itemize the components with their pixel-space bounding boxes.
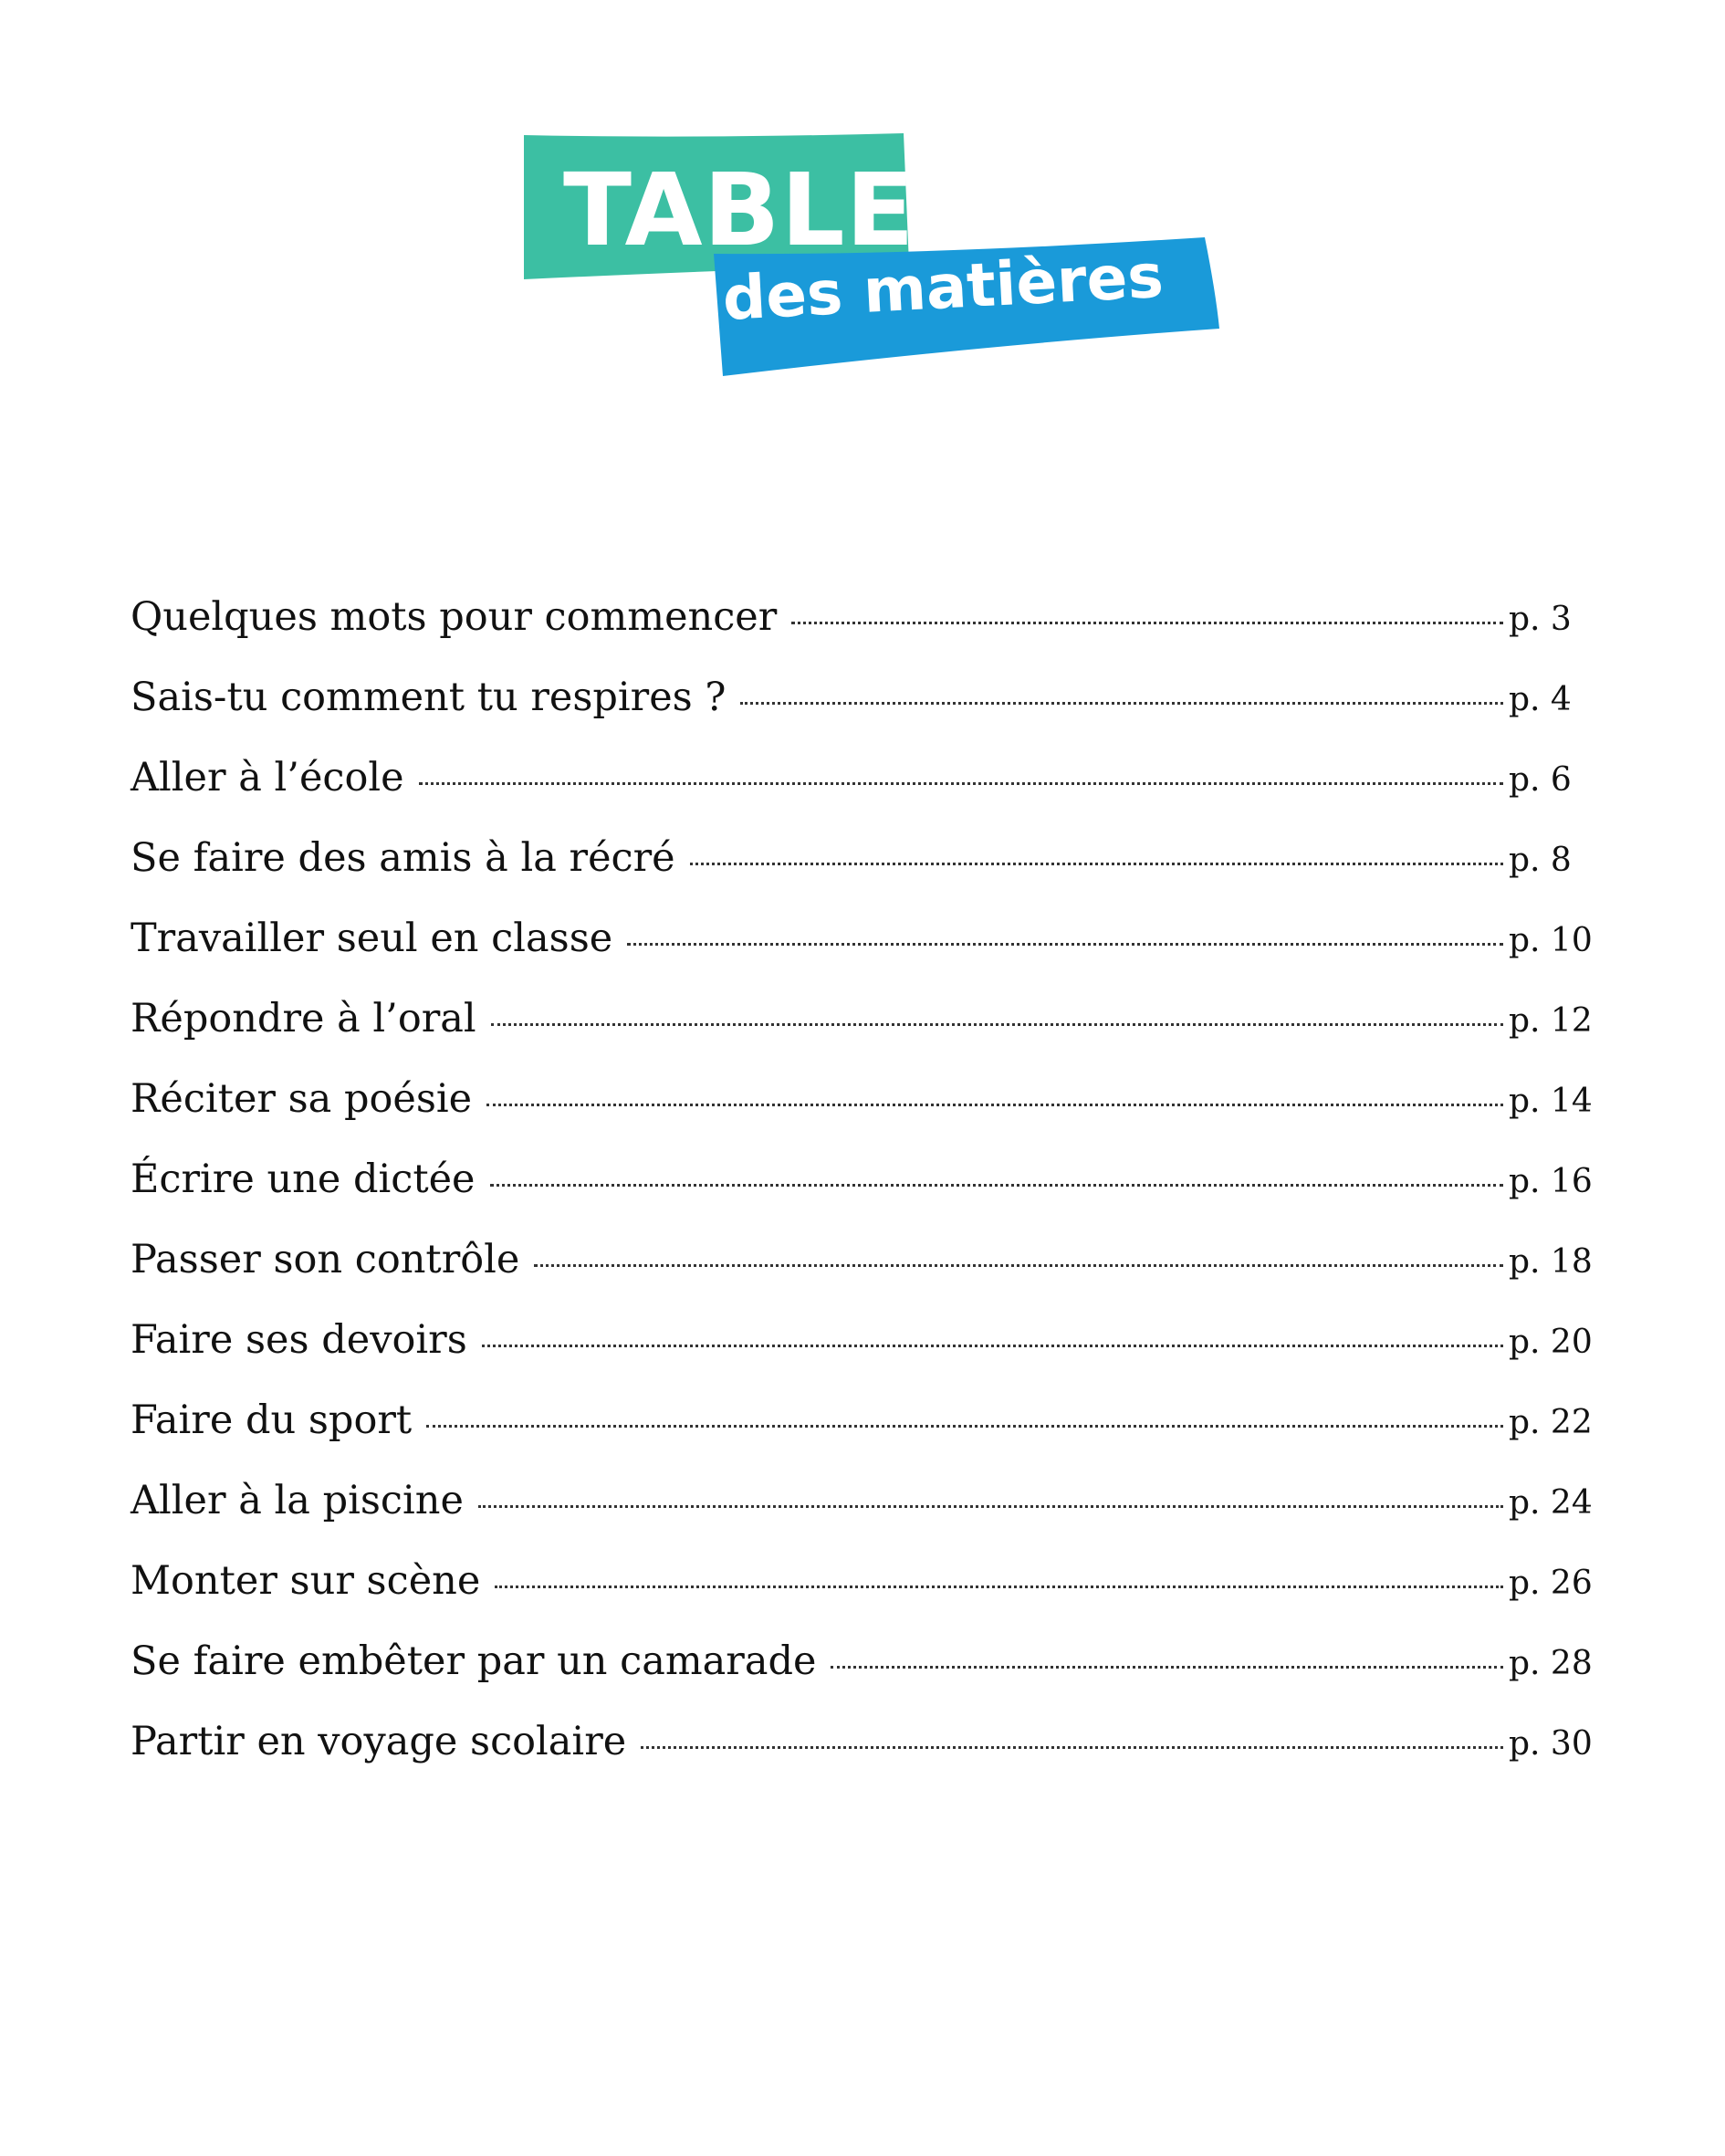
toc-entry-page: p. 26	[1509, 1565, 1593, 1602]
toc-entry-label: Monter sur scène	[131, 1558, 481, 1604]
dotted-leader	[740, 702, 1503, 705]
toc-entry-label: Faire ses devoirs	[131, 1317, 467, 1363]
toc-entry[interactable]	[131, 1219, 1591, 1300]
toc-entry-page: p. 24	[1509, 1484, 1593, 1522]
toc-entry-page: p. 4	[1509, 681, 1572, 718]
toc-entry-label: Sais-tu comment tu respires ?	[131, 675, 727, 720]
toc-entry-label: Partir en voyage scolaire	[131, 1719, 627, 1764]
toc-entry-label: Aller à la piscine	[131, 1478, 464, 1523]
title-sub: des matières	[720, 240, 1166, 334]
toc-entry[interactable]	[131, 1541, 1591, 1621]
dotted-leader	[690, 863, 1503, 865]
toc-entry-page: p. 8	[1509, 842, 1572, 879]
toc-entry-page: p. 22	[1509, 1404, 1593, 1441]
toc-entry[interactable]	[131, 577, 1591, 657]
toc-entry[interactable]	[131, 1460, 1591, 1541]
toc-entry-page: p. 14	[1509, 1083, 1593, 1120]
toc-entry-label: Réciter sa poésie	[131, 1076, 473, 1122]
dotted-leader	[831, 1666, 1503, 1669]
toc-entry-label: Aller à l’école	[131, 755, 404, 801]
toc-entry[interactable]	[131, 898, 1591, 979]
toc-entry-label: Travailler seul en classe	[131, 916, 613, 961]
toc-entry-page: p. 10	[1509, 922, 1593, 959]
toc-entry-page: p. 12	[1509, 1002, 1593, 1040]
toc-entry-page: p. 16	[1509, 1163, 1593, 1200]
toc-entry-label: Passer son contrôle	[131, 1237, 520, 1282]
toc-entry[interactable]	[131, 738, 1591, 818]
toc-entry-label: Se faire des amis à la récré	[131, 835, 675, 881]
dotted-leader	[627, 943, 1503, 946]
dotted-leader	[534, 1264, 1503, 1267]
toc-entry-page: p. 30	[1509, 1725, 1593, 1763]
dotted-leader	[495, 1586, 1503, 1588]
toc-entry-page: p. 20	[1509, 1324, 1593, 1361]
dotted-leader	[478, 1505, 1503, 1508]
toc-entry[interactable]	[131, 1139, 1591, 1219]
dotted-leader	[491, 1023, 1503, 1026]
toc-entry[interactable]	[131, 1701, 1591, 1782]
dotted-leader	[482, 1345, 1503, 1347]
toc-entry-label: Quelques mots pour commencer	[131, 594, 778, 640]
dotted-leader	[641, 1746, 1503, 1749]
dotted-leader	[486, 1104, 1503, 1106]
dotted-leader	[419, 782, 1503, 785]
toc-entry-page: p. 28	[1509, 1645, 1593, 1682]
toc-entry[interactable]	[131, 657, 1591, 738]
title-banner	[511, 119, 1241, 392]
toc-entry-label: Se faire embêter par un camarade	[131, 1638, 817, 1684]
toc-entry-label: Répondre à l’oral	[131, 996, 476, 1041]
toc-entry[interactable]	[131, 1380, 1591, 1460]
toc-entry-page: p. 6	[1509, 761, 1572, 799]
table-of-contents	[131, 577, 1591, 1782]
toc-entry[interactable]	[131, 1300, 1591, 1380]
toc-entry-label: Faire du sport	[131, 1397, 413, 1443]
toc-entry[interactable]	[131, 1059, 1591, 1139]
dotted-leader	[426, 1425, 1503, 1428]
toc-entry-page: p. 3	[1509, 601, 1572, 638]
toc-entry[interactable]	[131, 1621, 1591, 1701]
dotted-leader	[791, 622, 1503, 624]
toc-entry-page: p. 18	[1509, 1243, 1593, 1281]
toc-entry[interactable]	[131, 979, 1591, 1059]
dotted-leader	[490, 1184, 1504, 1187]
toc-entry[interactable]	[131, 818, 1591, 898]
title-main: TABLE	[563, 152, 915, 268]
toc-entry-label: Écrire une dictée	[131, 1156, 476, 1202]
